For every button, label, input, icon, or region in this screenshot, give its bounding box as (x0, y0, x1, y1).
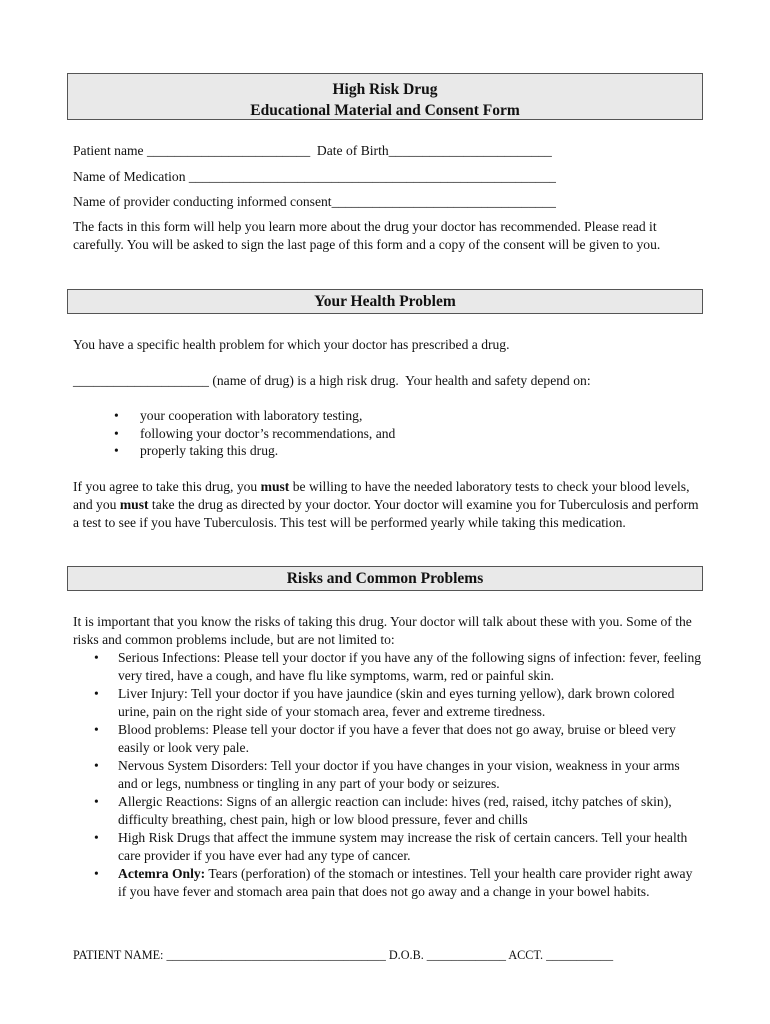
list-item: • properly taking this drug. (114, 442, 395, 460)
list-item: • Nervous System Disorders: Tell your doctor if you have changes in your vision, weakness in your arms and or legs, numbness or tingling in any part of your body or seizures. (90, 757, 702, 793)
list-item: • High Risk Drugs that affect the immune system may increase the risk of certain cancers. Tell your health care provider if you have ever had any type of cancer. (90, 829, 702, 865)
dependency-list (114, 407, 395, 460)
risks-intro-paragraph: It is important that you know the risks of taking this drug. Your doctor will talk about these with you. Some of the risks and common problems include, but are not limited to: (73, 614, 692, 647)
list-item: • Liver Injury: Tell your doctor if you have jaundice (skin and eyes turning yellow), dark brown colored urine, pain on the right side of your stomach area, fever and extreme tiredness. (90, 685, 702, 721)
list-item: • Blood problems: Please tell your doctor if you have a fever that does not go away, bruise or bleed very easily or look very pale. (90, 721, 702, 757)
health-problem-paragraph: You have a specific health problem for which your doctor has prescribed a drug. (73, 337, 510, 352)
medication-name-field: Name of Medication ______________________________________________________ (73, 169, 556, 184)
form-title-line1: High Risk Drug (332, 81, 438, 98)
must-emphasis: must (260, 479, 290, 494)
risks-list (90, 649, 702, 901)
patient-footer-line: PATIENT NAME: ____________________________________ D.O.B. _____________ ACCT. ___________ (73, 948, 614, 962)
must-emphasis: must (119, 497, 149, 512)
lab-testing-paragraph: If you agree to take this drug, you must be willing to have the needed laboratory tests to check your blood levels, and you must take the drug as directed by your doctor. Your doctor will examine you for Tuberculosis and perform a test to see if you have Tuberculosis. This test will be performed yearly while taking this medication. (73, 479, 699, 530)
form-title-line2: Educational Material and Consent Form (250, 102, 520, 119)
patient-name-dob-field: Patient name ________________________ Date of Birth________________________ (73, 143, 552, 158)
list-item: • Serious Infections: Please tell your doctor if you have any of the following signs of infection: fever, feeling very tired, have a cough, and have flu like symptoms, warm, red or painful skin. (90, 649, 702, 685)
drug-name-paragraph: ____________________ (name of drug) is a high risk drug. Your health and safety depend on: (73, 373, 591, 388)
list-item: • Allergic Reactions: Signs of an allergic reaction can include: hives (red, raised, itchy patches of skin), difficulty breathing, chest pain, high or low blood pressure, fever and chills (90, 793, 702, 829)
intro-paragraph: The facts in this form will help you learn more about the drug your doctor has recommended. Please read it carefully. You will be asked to sign the last page of this form and a copy of the consent will be given to you. (73, 219, 661, 252)
actemra-label: Actemra Only: (118, 866, 206, 881)
form-title-box (67, 73, 703, 120)
list-item: • following your doctor’s recommendations, and (114, 425, 395, 443)
list-item: • Actemra Only: Tears (perforation) of the stomach or intestines. Tell your health care provider right away if you have fever and stomach area pain that does not go away and a change in your bowel habits. (90, 865, 702, 901)
provider-name-field: Name of provider conducting informed consent_________________________________ (73, 194, 556, 209)
section-heading-health-problem: Your Health Problem (67, 289, 703, 314)
list-item: • your cooperation with laboratory testing, (114, 407, 395, 425)
section-heading-risks: Risks and Common Problems (67, 566, 703, 591)
